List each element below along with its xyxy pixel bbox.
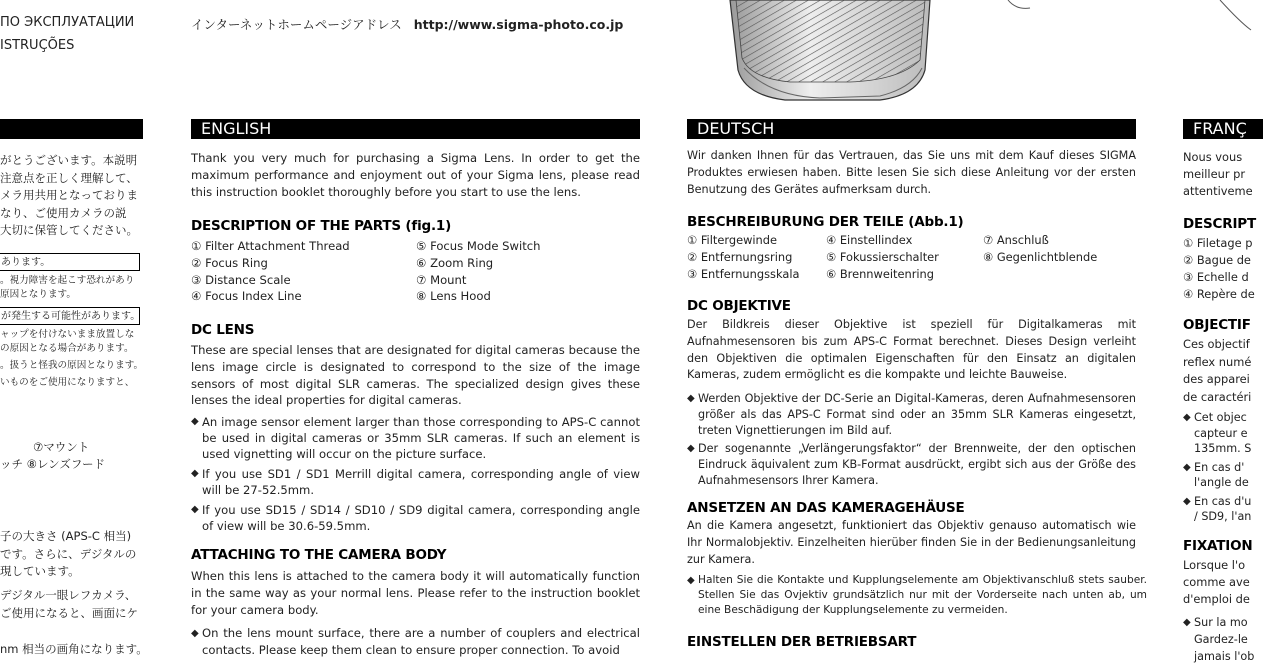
part-item: ③ Distance Scale <box>191 272 291 287</box>
part-item: ④ Repère de <box>1183 287 1255 301</box>
jp-line: 原因となります。 <box>0 289 76 300</box>
jp-line: なり、ご使用カメラの説 <box>0 205 127 220</box>
part-item: ⑦ Mount <box>416 272 467 287</box>
header-left-title-pt: ISTRUÇÕES <box>0 38 75 53</box>
bullet-item: ◆ An image sensor element larger than those corresponding to APS-C cannot be used in digital cameras or 35mm SLR cameras. If such an element is used vignetting will occur on the picture surface. <box>191 414 640 462</box>
jp-line: がとうございます。本説明 <box>0 153 138 167</box>
part-item: ③ Entfernungsskala <box>687 266 800 281</box>
bullet-item: ◆ En cas d'u / SD9, l'an <box>1183 494 1252 523</box>
jp-parts-mount: ⑦マウント <box>33 440 90 454</box>
jp-line: です。さらに、デジタルの <box>0 546 137 561</box>
part-item: ② Focus Ring <box>191 255 268 270</box>
deutsch-column <box>687 0 1147 650</box>
jp-caution-box: が発生する可能性があります。 <box>0 307 140 325</box>
bullet-item: ◆ Cet objec capteur e 135mm. S <box>1183 411 1252 455</box>
francais-title-bar: FRANÇ <box>1183 119 1263 139</box>
fr-line: l'angle de <box>1194 476 1249 489</box>
francais-parts-list <box>1183 235 1255 303</box>
deutsch-mode-heading: EINSTELLEN DER BETRIEBSART <box>687 634 917 650</box>
fr-line: En cas d' <box>1194 460 1245 474</box>
jp-line: メラ用共用となっておりま <box>0 188 138 203</box>
fr-line: Ces objectif <box>1183 337 1250 351</box>
deutsch-dc-bullets <box>687 391 1136 489</box>
part-item: ⑤ Fokussierschalter <box>826 249 939 264</box>
jp-line: 。視力障害を起こす恐れがあり <box>0 275 135 286</box>
fr-line: 135mm. S <box>1194 442 1252 455</box>
english-title-bar: ENGLISH <box>191 119 640 139</box>
part-item: ① Filtergewinde <box>687 233 778 247</box>
jp-warning-box: あります。 <box>0 253 140 271</box>
part-item: ① Filetage p <box>1183 236 1253 250</box>
part-item: ⑤ Focus Mode Switch <box>416 239 541 253</box>
jp-parts-hood: ッチ ⑧レンズフード <box>0 457 105 471</box>
jp-url-label: インターネットホームページアドレス <box>191 17 402 32</box>
part-item: ⑥ Brennweitenring <box>826 266 935 281</box>
deutsch-attach-bullet: ◆ Halten Sie die Kontakte und Kupplungselemente am Objektivanschluß stets sauber. Stellen Sie das Ovjektiv grundsätzlich nur mit der Vorderseite nach unten ab, um eine Beschädigung der Kupplungselemente zu vermeiden. <box>687 573 1147 618</box>
francais-parts-heading: DESCRIPT <box>1183 216 1256 232</box>
francais-objectif-heading: OBJECTIF <box>1183 317 1251 333</box>
fr-line: comme ave <box>1183 575 1250 589</box>
francais-fixation-heading: FIXATION <box>1183 538 1253 554</box>
english-dc-heading: DC LENS <box>191 322 255 338</box>
jp-slr-text <box>0 587 138 622</box>
fr-line: meilleur pr <box>1183 167 1246 181</box>
japanese-intro <box>0 152 138 240</box>
francais-fixation-text <box>1183 557 1250 608</box>
fr-line: Cet objec <box>1194 411 1247 424</box>
jp-line: 子の大きさ (APS-C 相当) <box>0 529 132 543</box>
francais-intro <box>1183 149 1253 200</box>
francais-bullets <box>1183 410 1251 525</box>
deutsch-dc-text: Der Bildkreis dieser Objektive ist speziell für Digitalkameras mit Aufnahmesensoren bis zum APS-C Format berechnet. Dieses Design verleiht den Objektiven die optimalen Eigenschaften für den Einsatz an digitalen Kameras, zudem ermöglicht es die kompakte und leichte Bauweise. <box>687 318 1136 382</box>
jp-caution-text <box>0 328 143 390</box>
fr-line: Nous vous <box>1183 150 1243 164</box>
header-left-title-ru: ПО ЭКСПЛУАТАЦИИ <box>0 15 135 30</box>
fr-line: Sur la mo <box>1194 616 1248 629</box>
part-item: ② Entfernungsring <box>687 249 793 264</box>
fr-line: / SD9, l'an <box>1194 510 1252 523</box>
deutsch-parts-heading: BESCHREIBURUNG DER TEILE (Abb.1) <box>687 214 964 230</box>
english-intro: Thank you very much for purchasing a Sigma Lens. In order to get the maximum performance and enjoyment out of your Sigma lens, please read this instruction booklet thoroughly before you start to use the lens. <box>191 151 640 199</box>
part-item: ④ Focus Index Line <box>191 289 302 304</box>
jp-line: ご使用になると、画面にケ <box>0 605 138 620</box>
japanese-column <box>0 0 150 656</box>
english-attach-bullet: ◆ On the lens mount surface, there are a number of couplers and electrical contacts. Please keep them clean to ensure proper connection. To avoid <box>191 625 640 659</box>
jp-angle-text: nm 相当の画角になります。 <box>0 642 148 656</box>
fr-line: Gardez-le <box>1194 633 1248 646</box>
fr-line: reflex numé <box>1183 354 1252 369</box>
jp-line: 。扱うと怪我の原因となります。 <box>0 360 144 371</box>
deutsch-attach-heading: ANSETZEN AN DAS KAMERAGEHÄUSE <box>687 500 965 516</box>
jp-line: 大切に保管してください。 <box>0 223 138 238</box>
part-item <box>983 266 1136 283</box>
deutsch-title-bar: DEUTSCH <box>687 119 1136 139</box>
bullet-item: ◆ If you use SD15 / SD14 / SD10 / SD9 digital camera, corresponding angle of view will be 30.6-59.5mm. <box>191 502 640 534</box>
english-parts-heading: DESCRIPTION OF THE PARTS (fig.1) <box>191 218 452 234</box>
english-attach-heading: ATTACHING TO THE CAMERA BODY <box>191 547 447 563</box>
bullet-item: ◆ If you use SD1 / SD1 Merrill digital camera, corresponding angle of view will be 27-52.5mm. <box>191 466 640 498</box>
jp-line: ャップを付けないまま放置しな <box>0 329 135 340</box>
deutsch-dc-heading: DC OBJEKTIVE <box>687 298 791 314</box>
part-item: ⑧ Lens Hood <box>416 289 491 304</box>
english-dc-bullets <box>191 414 640 534</box>
url-link[interactable]: http://www.sigma-photo.co.jp <box>413 17 624 32</box>
bullet-item: ◆ Der sogenannte „Verlängerungsfaktor“ der Brennweite, der den optischen Eindruck äquivalent zum KB-Format ausdrückt, ergibt sich aus der Größe des Aufnahmesensors Ihrer Kamera. <box>687 441 1136 489</box>
english-attach-text: When this lens is attached to the camera body it will automatically function in the same way as your normal lens. Please refer to the instruction booklet for your camera body. <box>191 569 640 617</box>
jp-line: 注意点を正しく理解して、 <box>0 170 138 185</box>
jp-line: の原因となる場合があります。 <box>0 343 134 354</box>
fr-line: attentiveme <box>1183 184 1253 198</box>
deutsch-parts-list <box>687 232 1136 282</box>
part-item: ⑧ Gegenlichtblende <box>983 249 1098 264</box>
jp-warning-text <box>0 274 134 302</box>
english-column <box>191 0 640 657</box>
deutsch-intro: Wir danken Ihnen für das Vertrauen, das Sie uns mit dem Kauf dieses SIGMA Produktes erwiesen haben. Bitte lesen Sie sich diese Anleitung vor der ersten Benutzung des Gerätes aufmerksam durch. <box>687 149 1136 196</box>
english-parts-list <box>191 238 640 305</box>
bullet-item: ◆ En cas d' l'angle de <box>1183 460 1251 491</box>
jp-dc-text <box>0 528 136 581</box>
bullet-item: ◆ Werden Objektive der DC-Serie an Digital-Kameras, deren Aufnahmesensoren größer als das APS-C Format sind oder an 35mm SLR Kameras eingesetzt, treten Vignettierungen im Bild auf. <box>687 391 1136 439</box>
japanese-title-bar <box>0 119 143 139</box>
fr-line: Lorsque l'o <box>1183 558 1246 572</box>
francais-objectif-text <box>1183 336 1251 406</box>
francais-fixation-bullet: ◆ Sur la mo Gardez-le jamais l'ob <box>1183 616 1255 663</box>
fr-line: de caractéri <box>1183 389 1252 404</box>
francais-column <box>1183 0 1256 663</box>
deutsch-attach-text: An die Kamera angesetzt, funktioniert das Objektiv genauso automatisch wie Ihr Normalobjektiv. Einzelheiten hierüber finden Sie in der Bedienungsanleitung zur Kamera. <box>687 519 1136 566</box>
part-item: ⑦ Anschluß <box>983 233 1049 247</box>
part-item: ⑥ Zoom Ring <box>416 255 494 270</box>
part-item: ② Bague de <box>1183 253 1251 267</box>
fr-line: En cas d'u <box>1194 494 1252 508</box>
fr-line: des apparei <box>1183 372 1250 386</box>
fr-line: capteur e <box>1194 426 1248 440</box>
english-dc-text: These are special lenses that are designated for digital cameras because the lens image circle is designated to correspond to the size of the image sensors of most digital SLR cameras. The specialized design gives these lenses the ideal properties for digital cameras. <box>191 343 640 408</box>
fr-line: d'emploi de <box>1183 592 1250 606</box>
part-item: ① Filter Attachment Thread <box>191 239 350 253</box>
part-item: ④ Einstellindex <box>826 233 913 247</box>
jp-line: デジタル一眼レフカメラ、 <box>0 588 137 602</box>
part-item: ③ Echelle d <box>1183 270 1249 284</box>
fr-line: jamais l'ob <box>1194 650 1255 663</box>
jp-line: 現しています。 <box>0 564 80 579</box>
jp-line: いものをご使用になりますと、 <box>0 377 135 388</box>
